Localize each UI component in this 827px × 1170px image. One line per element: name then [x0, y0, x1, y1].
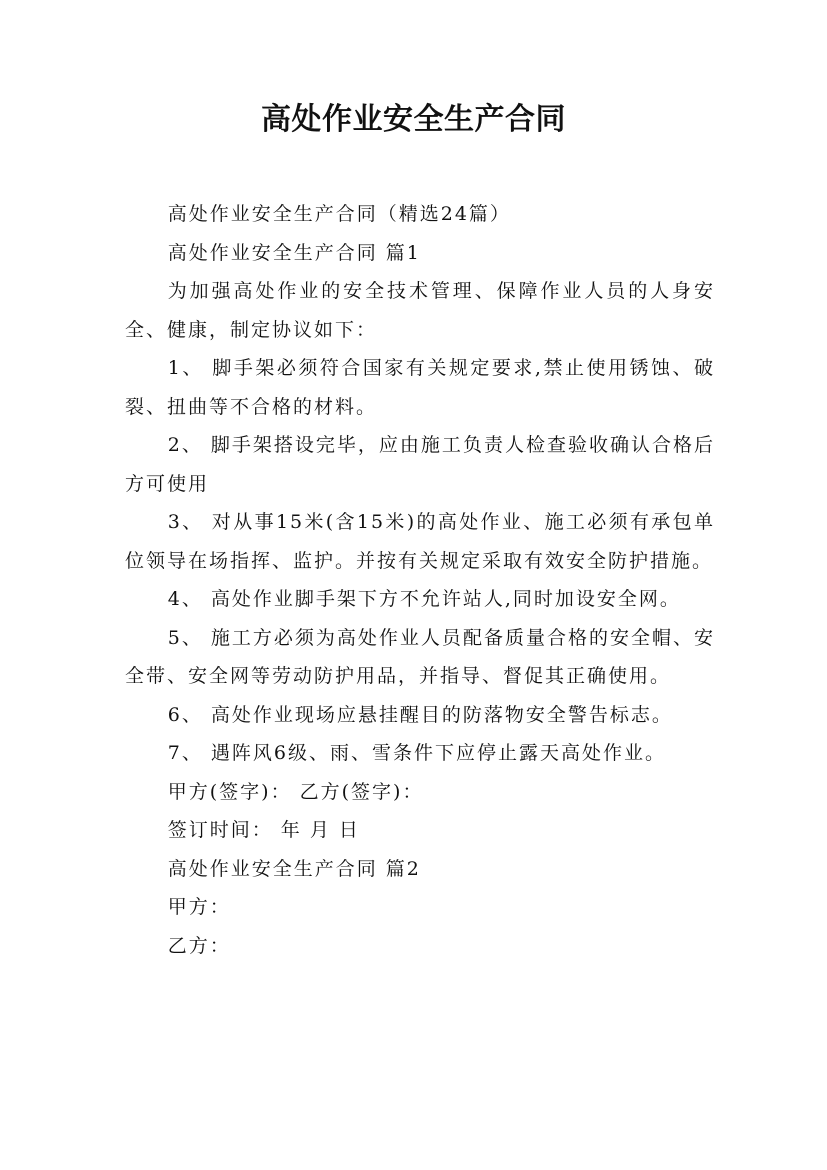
party-b-line: 乙方： — [167, 934, 231, 957]
document-title: 高处作业安全生产合同 — [261, 102, 566, 137]
section-heading-1: 高处作业安全生产合同 篇1 — [167, 241, 421, 264]
contract-subtitle: 高处作业安全生产合同（精选24篇） — [167, 203, 511, 225]
document-body — [125, 195, 715, 965]
clause-1: 1、 脚手架必须符合国家有关规定要求,禁止使用锈蚀、破裂、扭曲等不合格的材料。 — [125, 357, 715, 418]
clause-3: 3、 对从事15米(含15米)的高处作业、施工必须有承包单位领导在场指挥、监护。并按有关规定采取有效安全防护措施。 — [125, 511, 715, 572]
clause-7: 7、 遇阵风6级、雨、雪条件下应停止露天高处作业。 — [167, 742, 666, 764]
signature-line: 甲方(签字)： 乙方(签字)： — [167, 780, 424, 803]
signing-date-line: 签订时间： 年 月 日 — [167, 819, 360, 841]
clause-6: 6、 高处作业现场应悬挂醒目的防落物安全警告标志。 — [167, 703, 673, 726]
clause-5: 5、 施工方必须为高处作业人员配备质量合格的安全帽、安全带、安全网等劳动防护用品，并指导、督促其正确使用。 — [125, 626, 715, 687]
section-heading-2: 高处作业安全生产合同 篇2 — [167, 857, 421, 880]
clause-4: 4、 高处作业脚手架下方不允许站人,同时加设安全网。 — [167, 588, 681, 610]
intro-paragraph: 为加强高处作业的安全技术管理、保障作业人员的人身安全、健康，制定协议如下： — [125, 280, 715, 341]
clause-2: 2、 脚手架搭设完毕，应由施工负责人检查验收确认合格后方可使用 — [125, 434, 715, 495]
party-a-line: 甲方： — [167, 896, 231, 918]
